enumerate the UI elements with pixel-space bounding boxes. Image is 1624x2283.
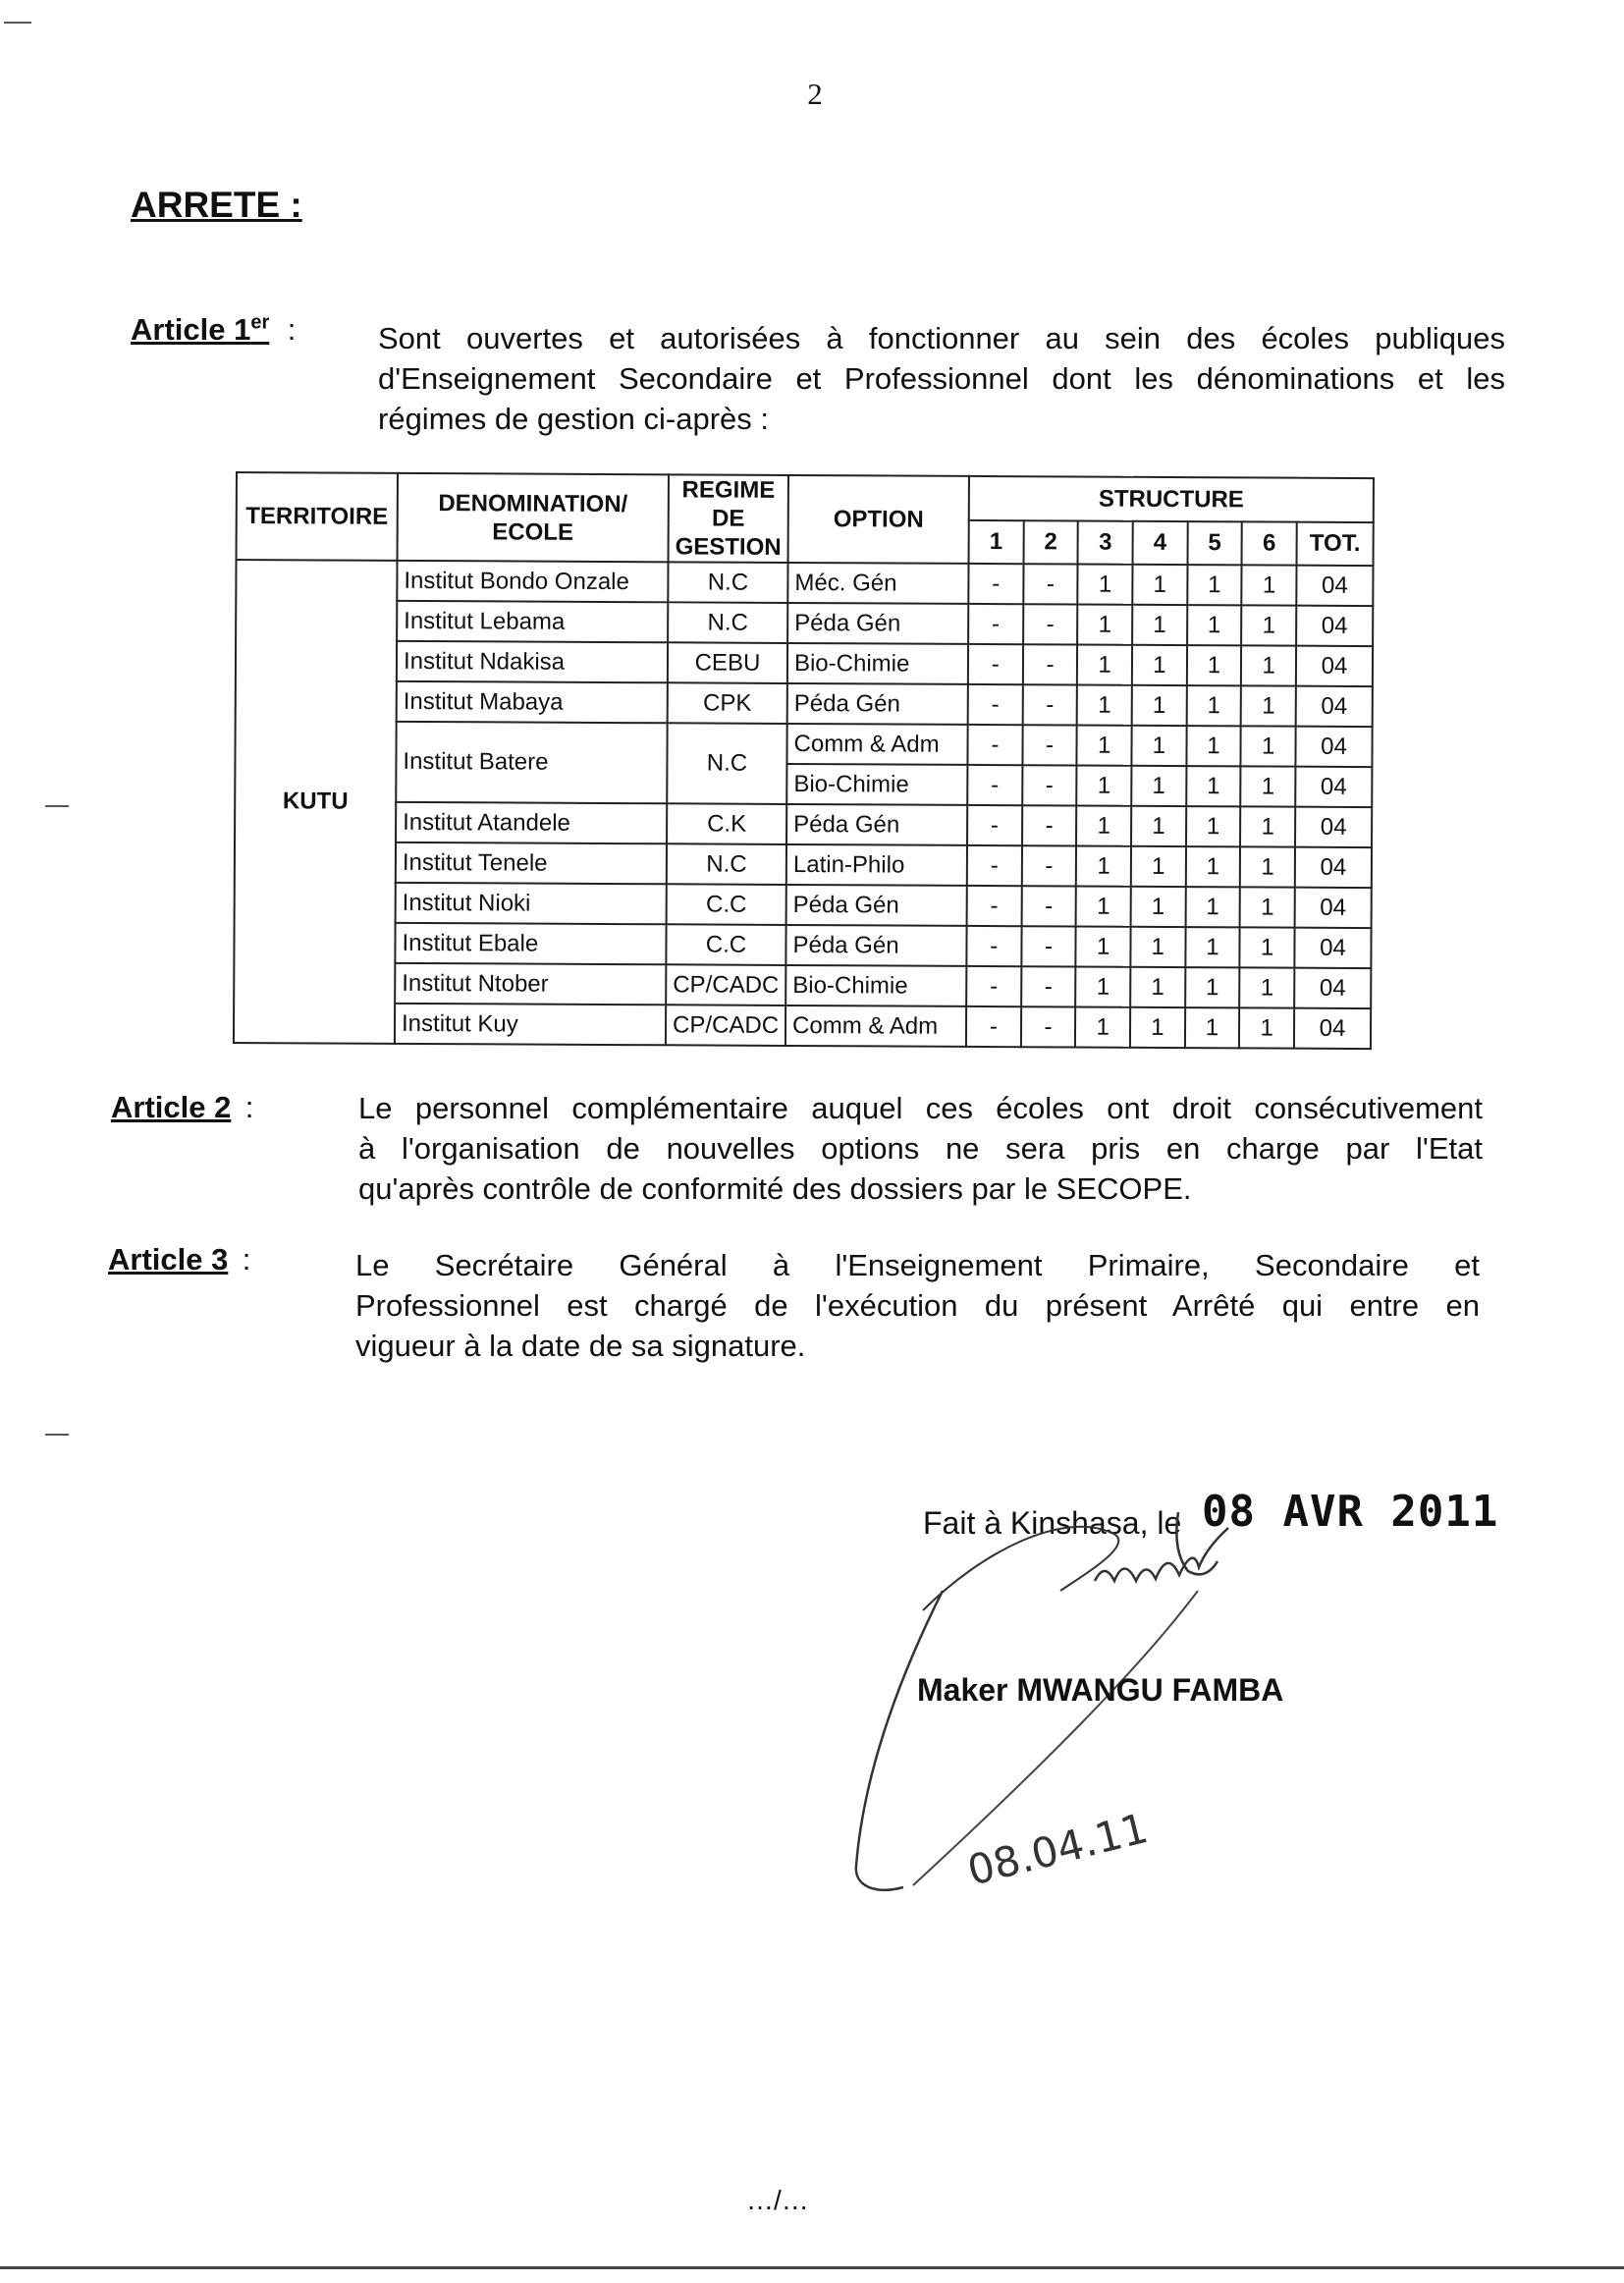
level-cell: - [967, 845, 1022, 886]
option-cell: Péda Gén [787, 683, 968, 725]
option-cell: Comm & Adm [785, 1006, 966, 1047]
article-3-line: Professionnel est chargé de l'exécution du présent Arrêté qui entre en [355, 1288, 1480, 1323]
school-cell: Institut Kuy [395, 1004, 666, 1045]
level-cell: 1 [1130, 967, 1185, 1007]
level-cell: 1 [1239, 967, 1294, 1007]
level-cell: - [968, 644, 1023, 684]
school-cell: Institut Lebama [397, 601, 668, 642]
level-cell: 1 [1132, 645, 1187, 685]
header-level: 4 [1133, 520, 1188, 565]
level-cell: 1 [1077, 604, 1132, 644]
regime-cell: N.C [668, 562, 787, 603]
article-1-title: Article 1er [131, 312, 270, 348]
total-cell: 04 [1295, 807, 1372, 847]
level-cell: 1 [1131, 766, 1186, 806]
level-cell: 1 [1131, 806, 1186, 846]
level-cell: 1 [1185, 927, 1240, 967]
article-1-colon: : [287, 312, 297, 348]
option-cell: Péda Gén [785, 925, 966, 966]
level-cell: - [966, 926, 1021, 966]
article-2-title: Article 2 [111, 1090, 232, 1124]
table-row [235, 721, 1372, 767]
level-cell: - [1023, 564, 1078, 604]
level-cell: 1 [1242, 565, 1297, 605]
level-cell: - [1022, 805, 1077, 845]
bottom-rule [0, 2266, 1624, 2269]
school-cell: Institut Nioki [396, 883, 667, 924]
article-3-title: Article 3 [108, 1242, 229, 1277]
regime-cell: C.C [666, 924, 785, 965]
option-cell: Péda Gén [786, 885, 967, 926]
table-row [234, 1003, 1371, 1049]
level-cell: 1 [1186, 766, 1241, 806]
level-cell: 1 [1185, 1007, 1240, 1048]
article-2-text [358, 1088, 1483, 1209]
decree-heading: ARRETE : [131, 185, 302, 225]
level-cell: 1 [1187, 645, 1242, 685]
territory-cell: KUTU [234, 560, 398, 1044]
level-cell: 1 [1131, 726, 1186, 766]
total-cell: 04 [1296, 646, 1373, 686]
margin-mark-left-2 [45, 1434, 69, 1436]
table-row [235, 801, 1372, 847]
date-stamp: 08 AVR 2011 [1202, 1487, 1499, 1537]
level-cell: 1 [1186, 685, 1241, 726]
option-cell: Bio-Chimie [786, 764, 967, 805]
table-row [236, 600, 1373, 646]
level-cell: 1 [1187, 565, 1242, 605]
article-1-label [131, 312, 296, 348]
level-cell: - [967, 886, 1022, 926]
total-cell: 04 [1296, 566, 1373, 606]
school-cell: Institut Ndakisa [397, 641, 668, 682]
level-cell: 1 [1241, 685, 1296, 726]
level-cell: 1 [1075, 1006, 1130, 1047]
total-cell: 04 [1295, 767, 1372, 807]
level-cell: - [1023, 604, 1078, 644]
level-cell: 1 [1240, 806, 1295, 846]
total-cell: 04 [1295, 888, 1372, 928]
option-cell: Péda Gén [787, 603, 968, 644]
level-cell: 1 [1076, 805, 1131, 845]
school-cell: Institut Ntober [395, 963, 666, 1005]
article-2-line: Le personnel complémentaire auquel ces écoles ont droit consécutivement [358, 1091, 1483, 1125]
regime-cell: C.C [667, 884, 786, 925]
level-cell: 1 [1187, 605, 1242, 645]
school-cell: Institut Atandele [396, 802, 667, 843]
article-3-label [108, 1242, 250, 1277]
regime-cell: C.K [667, 803, 786, 844]
level-cell: - [966, 1006, 1021, 1047]
level-cell: 1 [1131, 887, 1186, 927]
header-denomination: DENOMINATION/ ECOLE [398, 473, 669, 562]
level-cell: 1 [1076, 926, 1131, 966]
table-row [235, 842, 1372, 888]
level-cell: 1 [1185, 846, 1240, 887]
page-number: 2 [807, 77, 823, 111]
level-cell: 1 [1240, 846, 1295, 887]
article-2-line: à l'organisation de nouvelles options ne sera pris en charge par l'Etat [358, 1131, 1483, 1166]
school-cell: Institut Mabaya [397, 681, 668, 723]
total-cell: 04 [1295, 727, 1372, 767]
level-cell: 1 [1241, 605, 1296, 645]
article-3-line: Le Secrétaire Général à l'Enseignement Primaire, Secondaire et [355, 1248, 1480, 1282]
level-cell: 1 [1186, 726, 1241, 766]
level-cell: - [1022, 725, 1077, 765]
level-cell: - [1022, 765, 1077, 805]
article-1-line: Sont ouvertes et autorisées à fonctionner au sein des écoles publiques [378, 321, 1505, 355]
level-cell: 1 [1132, 685, 1187, 726]
header-level: 1 [969, 519, 1024, 564]
table-row [235, 882, 1372, 928]
total-cell: 04 [1296, 606, 1373, 646]
level-cell: 1 [1241, 645, 1296, 685]
level-cell: 1 [1239, 1007, 1294, 1048]
table-row [234, 962, 1371, 1008]
regime-cell: N.C [668, 602, 787, 643]
level-cell: 1 [1076, 886, 1131, 926]
article-3-colon: : [242, 1242, 251, 1277]
level-cell: 1 [1240, 927, 1295, 967]
level-cell: 1 [1132, 565, 1187, 605]
signatory-name: Maker MWANGU FAMBA [917, 1672, 1284, 1708]
total-cell: 04 [1294, 968, 1371, 1008]
header-total: TOT. [1297, 521, 1374, 566]
level-cell: 1 [1186, 806, 1241, 846]
level-cell: 1 [1078, 564, 1133, 604]
article-2-label [111, 1090, 253, 1125]
level-cell: - [966, 966, 1021, 1006]
schools-table [233, 471, 1375, 1050]
level-cell: - [1021, 1006, 1076, 1047]
level-cell: - [968, 604, 1023, 644]
level-cell: 1 [1075, 966, 1130, 1006]
article-3-line: vigueur à la date de sa signature. [355, 1329, 806, 1363]
regime-cell: CEBU [668, 642, 787, 683]
header-level: 3 [1078, 520, 1133, 565]
level-cell: 1 [1240, 887, 1295, 927]
regime-cell: CP/CADC [666, 1005, 785, 1046]
level-cell: 1 [1241, 766, 1296, 806]
level-cell: 1 [1241, 726, 1296, 766]
article-2-line: qu'après contrôle de conformité des dossiers par le SECOPE. [358, 1171, 1192, 1206]
level-cell: 1 [1131, 846, 1186, 887]
article-2-colon: : [244, 1090, 254, 1124]
level-cell: - [968, 684, 1023, 725]
header-option: OPTION [788, 475, 969, 564]
header-regime: REGIME DE GESTION [669, 474, 788, 563]
regime-cell: N.C [667, 843, 786, 885]
school-cell: Institut Ebale [395, 923, 666, 964]
level-cell: - [1022, 684, 1077, 725]
school-cell: Institut Batere [396, 722, 667, 803]
level-cell: - [1021, 926, 1076, 966]
margin-mark-left-1 [45, 805, 69, 807]
total-cell: 04 [1296, 686, 1373, 727]
margin-mark-top [4, 22, 31, 24]
table-row [234, 922, 1371, 968]
total-cell: 04 [1294, 1008, 1371, 1049]
level-cell: - [967, 765, 1022, 805]
level-cell: 1 [1077, 644, 1132, 684]
option-cell: Bio-Chimie [785, 965, 966, 1006]
article-1-line: d'Enseignement Secondaire et Professionnel dont les dénominations et les [378, 361, 1505, 396]
regime-cell: CPK [668, 682, 787, 724]
level-cell: - [1021, 845, 1076, 886]
header-level: 2 [1023, 520, 1078, 565]
header-level: 6 [1242, 521, 1297, 566]
level-cell: - [1023, 644, 1078, 684]
level-cell: - [967, 725, 1022, 765]
level-cell: 1 [1185, 887, 1240, 927]
place-and-date: Fait à Kinshasa, le [923, 1505, 1182, 1541]
option-cell: Méc. Gén [787, 563, 968, 604]
level-cell: 1 [1077, 684, 1132, 725]
level-cell: - [1021, 966, 1076, 1006]
regime-cell: N.C [667, 723, 786, 804]
schools-table-body [234, 560, 1374, 1049]
total-cell: 04 [1295, 847, 1372, 888]
level-cell: 1 [1076, 845, 1131, 886]
article-3-text [355, 1245, 1480, 1366]
level-cell: 1 [1077, 765, 1132, 805]
level-cell: 1 [1130, 1007, 1185, 1048]
total-cell: 04 [1294, 928, 1371, 968]
regime-cell: CP/CADC [666, 964, 785, 1006]
level-cell: - [967, 805, 1022, 845]
option-cell: Comm & Adm [786, 724, 967, 765]
option-cell: Bio-Chimie [787, 643, 968, 684]
header-structure: STRUCTURE [969, 476, 1374, 522]
handwritten-date: 08.04.11 [962, 1803, 1153, 1895]
school-cell: Institut Tenele [396, 843, 667, 884]
level-cell: 1 [1185, 967, 1240, 1007]
table-row [236, 680, 1373, 727]
table-row [236, 640, 1373, 686]
option-cell: Péda Gén [786, 804, 967, 845]
article-1-line: régimes de gestion ci-après : [378, 402, 770, 436]
school-cell: Institut Bondo Onzale [397, 561, 668, 602]
level-cell: - [1021, 886, 1076, 926]
level-cell: 1 [1077, 725, 1132, 765]
header-level: 5 [1187, 521, 1242, 566]
header-territoire: TERRITOIRE [237, 472, 398, 561]
continuation-mark: …/… [746, 2185, 809, 2215]
level-cell: - [968, 564, 1023, 604]
level-cell: 1 [1132, 605, 1187, 645]
article-1-text [378, 318, 1505, 439]
table-row [236, 560, 1373, 606]
option-cell: Latin-Philo [786, 844, 967, 886]
level-cell: 1 [1130, 927, 1185, 967]
